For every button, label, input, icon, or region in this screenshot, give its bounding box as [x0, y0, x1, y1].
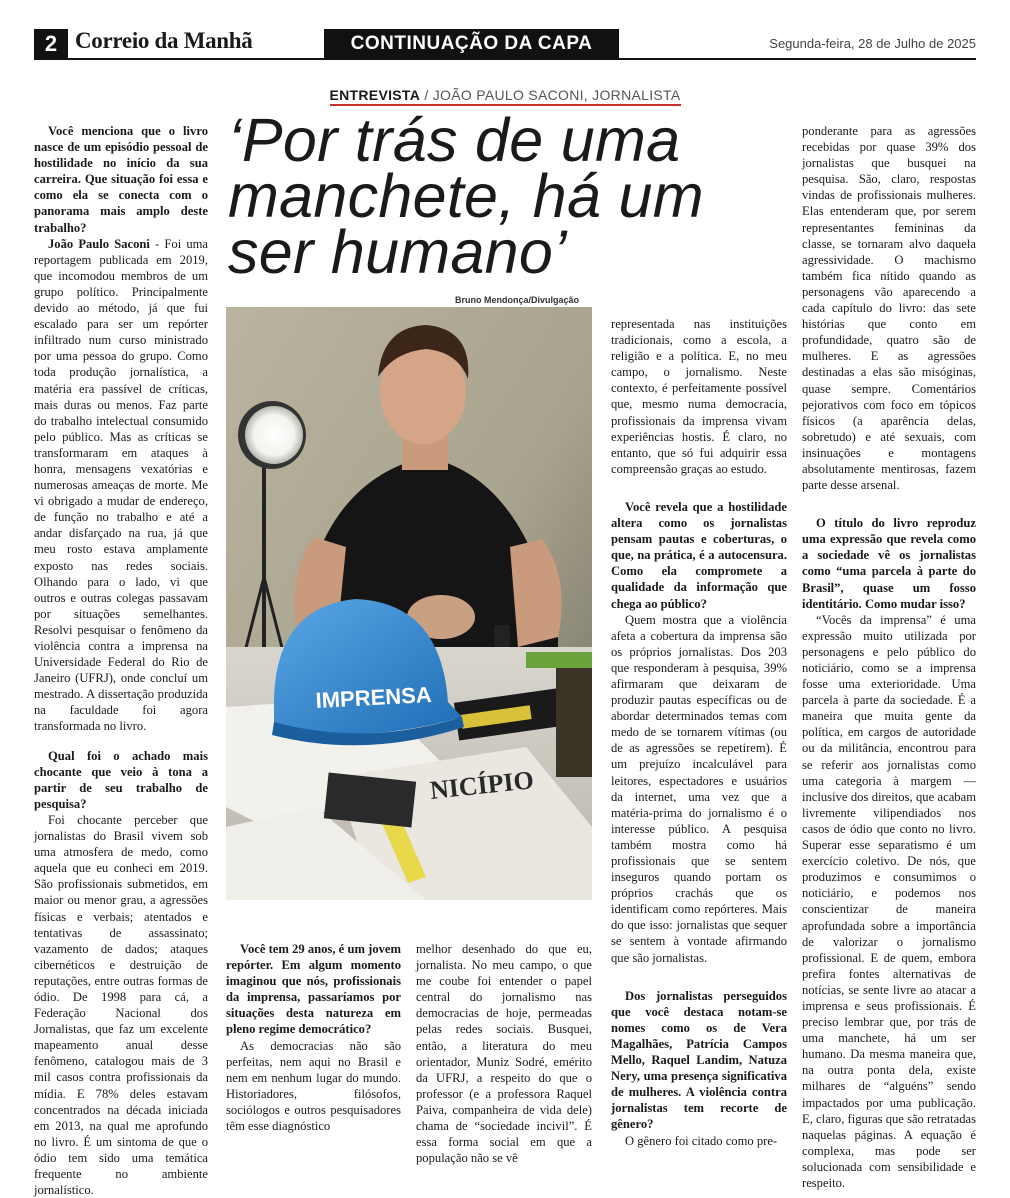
answer-6: “Vocês da imprensa” é uma expressão muito utilizada por personagens e pelo público do noticiário, como se a imprensa fosse uma exterioridade. Uma parcela à parte da sociedade. É a maneira que muita gente da política, em cargos de autoridade ou da militância, encontrou para se referir aos jornalistas como uma categoria à margem — inclusive dos direitos, que acabam livremente vilipendiados nos casos de ódio que conto no livro. Superar esse separatismo é um exercício coletivo. De nós, que produzimos e consumimos o noticiário, e podemos nos conscientizar de maneira aprofundada sobre a importância de valorizar o jornalismo profissional. E de quem, embora prefira fontes alternativas de notícias, se sente livre ao atacar a imprensa e seus profissionais. É preciso lembrar que, por trás de uma manchete, há um ser humano. Da mesma maneira que, na outra ponta dela, existe milhares de “alguéns” sendo impactados por uma publicação. E, claro, figuras que são retratadas naquelas páginas. A equação é complexa, mas pode ser solucionada com sensibilidade e respeito.: [802, 612, 976, 1190]
date-line: Segunda-feira, 28 de Julho de 2025: [769, 36, 976, 51]
interview-photo: [226, 307, 592, 900]
question-4: Você revela que a hostilidade altera como os jornalistas pensam pautas e coberturas, o que, na prática, é a autocensura. Como ela compromete a qualidade da informação que chega ao público?: [611, 499, 787, 611]
answer-4: Quem mostra que a violência afeta a cobertura da imprensa são os próprios jornalistas. Dos 203 que responderam à pesquisa, 39% afirmaram que deixaram de produzir pautas específicas ou de abordar determinados temas com medo de se tornarem vítimas (ou de as agressões se repetirem). É um prejuízo incalculável para leitores, espectadores e usuários da internet, uma vez que a matéria-prima do jornalismo é o interesse público. A pesquisa também mostra como há profissionais que se sentem inseguros quando portam os próprios crachás que os identificam como repórteres. Mais do que isso: jornalistas que sequer se sentem à vontade afirmando que são jornalistas.: [611, 612, 787, 965]
answer-3: As democracias não são perfeitas, nem aqui no Brasil e nem em nenhum lugar do mundo. Historiadores, filósofos, sociólogos e outros pesquisadores têm esse diagnóstico: [226, 1038, 401, 1134]
kicker-label: ENTREVISTA: [329, 87, 421, 103]
page-number: 2: [34, 29, 68, 58]
column-2: [226, 941, 401, 1134]
answer-2: Foi chocante perceber que jornalistas do Brasil vivem sob uma atmosfera de medo, como aquela que eu conheci em 2019. São profissionais submetidos, em maior ou menor grau, a agressões físicas e verbais; atentados e tentativas de assassinato; vazamento de dados; ataques cibernéticos e destruição de reputações, entre outras formas de ódio. De 1998 para cá, a Federação Nacional dos Jornalistas, que faz um excelente mapeamento anual desse fenômeno, catalogou mais de 3 mil casos contra profissionais da mídia. E 78% deles estavam concentrados na década iniciada em 2013, na qual me aprofundo no livro. É um sintoma de que o ódio tem sido uma temática frequente no ambiente jornalístico.: [34, 812, 208, 1198]
newspaper-name: Correio da Manhã: [75, 28, 253, 53]
question-6: O título do livro reproduz uma expressão que revela como a sociedade vê os jornalistas como “uma parcela à parte do Brasil”, quase um fosso identitário. Como mudar isso?: [802, 516, 976, 611]
question-3: Você tem 29 anos, é um jovem repórter. Em algum momento imaginou que nós, profissionais da imprensa, passaríamos por situações desta natureza em pleno regime democrático?: [226, 942, 401, 1037]
column-4: [611, 316, 787, 1149]
kicker: [0, 87, 1010, 106]
answer-1: [34, 236, 208, 735]
header-rule: [34, 58, 976, 60]
helmet-label: IMPRENSA: [314, 681, 433, 714]
svg-text:NICÍPIO: NICÍPIO: [428, 765, 536, 805]
answer-3-continued: melhor desenhado do que eu, jornalista. No meu campo, o que me coube foi entender o papel central do jornalismo nas democracias de hoje, permeadas pelas redes sociais. Busquei, então, a literatura do meu orientador, Muniz Sodré, emérito da UFRJ, a respeito do que o professor (e a professora Raquel Paiva, companheira de vida dele) chama de “sociedade incivil”. É essa forma social em que a população não se vê: [416, 942, 592, 1166]
kicker-subject: / JOÃO PAULO SACONI, JORNALISTA: [420, 87, 681, 103]
answer-3-end: representada nas instituições tradicionais, como a escola, a religião e a política. E, no meu campo, o jornalismo. Neste contexto, é perfeitamente possível que, mesmo numa democracia, profissionais da imprensa vivam experiências hostis. É claro, no entanto, que só fui adquirir essa compreensão graças ao estudo.: [611, 317, 787, 476]
answer-1-text: - Foi uma reportagem publicada em 2019, que incomodou membros de um grupo político. Principalmente devido ao método, já que fui escalado para ser um repórter infiltrado num curso ministrado por uma pessoa do grupo. Como toda produção jornalística, a matéria era passível de críticas, mais duras ou menos. Faz parte do trabalho intelectual consumido pelo público. Mas as críticas se transformaram em ataques à honra, mensagens vexatórias e numerosas ameaças de morte. Me vi obrigado a mudar de endereço, de função no trabalho e até a andar disfarçado na rua, já que meu rosto estava amplamente exposto nas redes sociais. Olhando para o lado, vi que outros e outras colegas passavam por situações semelhantes. Resolvi pesquisar o fenômeno da violência contra a imprensa na Universidade Federal do Rio de Janeiro (UFRJ), onde concluí um mestrado. A dissertação produzida na faculdade foi agora transformada no livro.: [34, 236, 209, 734]
answer-5-continued: ponderante para as agressões recebidas por quase 39% dos jornalistas que busquei na pesquisa. São, claro, respostas vindas de profissionais mulheres. Elas entenderam que, por serem representantes femininas da classe, se tornaram alvo daquela agressividade. O machismo também fica nítido quando as personagens vão aparecendo a cada capítulo do livro: das sete histórias que conto em profundidade, quatro são de mulheres. E as agressões destinadas a elas são misóginas, quase sempre. Comentários pejorativos com foco em tópicos físicos (a aparência delas, sobretudo) e até sexuais, com insinuações e montagens absolutamente mentirosas, fazem parte desse arsenal.: [802, 124, 976, 493]
question-2: Qual foi o achado mais chocante que veio à tona a partir de seu trabalho de pesquisa?: [34, 748, 208, 811]
headline: ‘Por trás de uma manchete, há um ser humano’: [228, 106, 704, 286]
section-title: CONTINUAÇÃO DA CAPA: [324, 29, 619, 58]
answer-5: O gênero foi citado como pre-: [625, 1133, 778, 1148]
interviewee-name: João Paulo Saconi: [48, 236, 150, 251]
question-1: Você menciona que o livro nasce de um episódio pessoal de hostilidade no início da sua carreira. Que situação foi essa e como ela se conecta com o panorama mais amplo deste trabalho?: [34, 124, 208, 235]
column-3: [416, 941, 592, 1166]
question-5: Dos jornalistas perseguidos que você destaca notam-se nomes como os de Vera Magalhães, Patrícia Campos Mello, Raquel Landim, Natuza Nery, uma presença significativa de mulheres. A violência contra jornalistas tem recorte de gênero?: [611, 988, 787, 1132]
column-1: [34, 123, 208, 1198]
column-5: [802, 123, 976, 1191]
photo-credit: Bruno Mendonça/Divulgação: [455, 295, 580, 305]
